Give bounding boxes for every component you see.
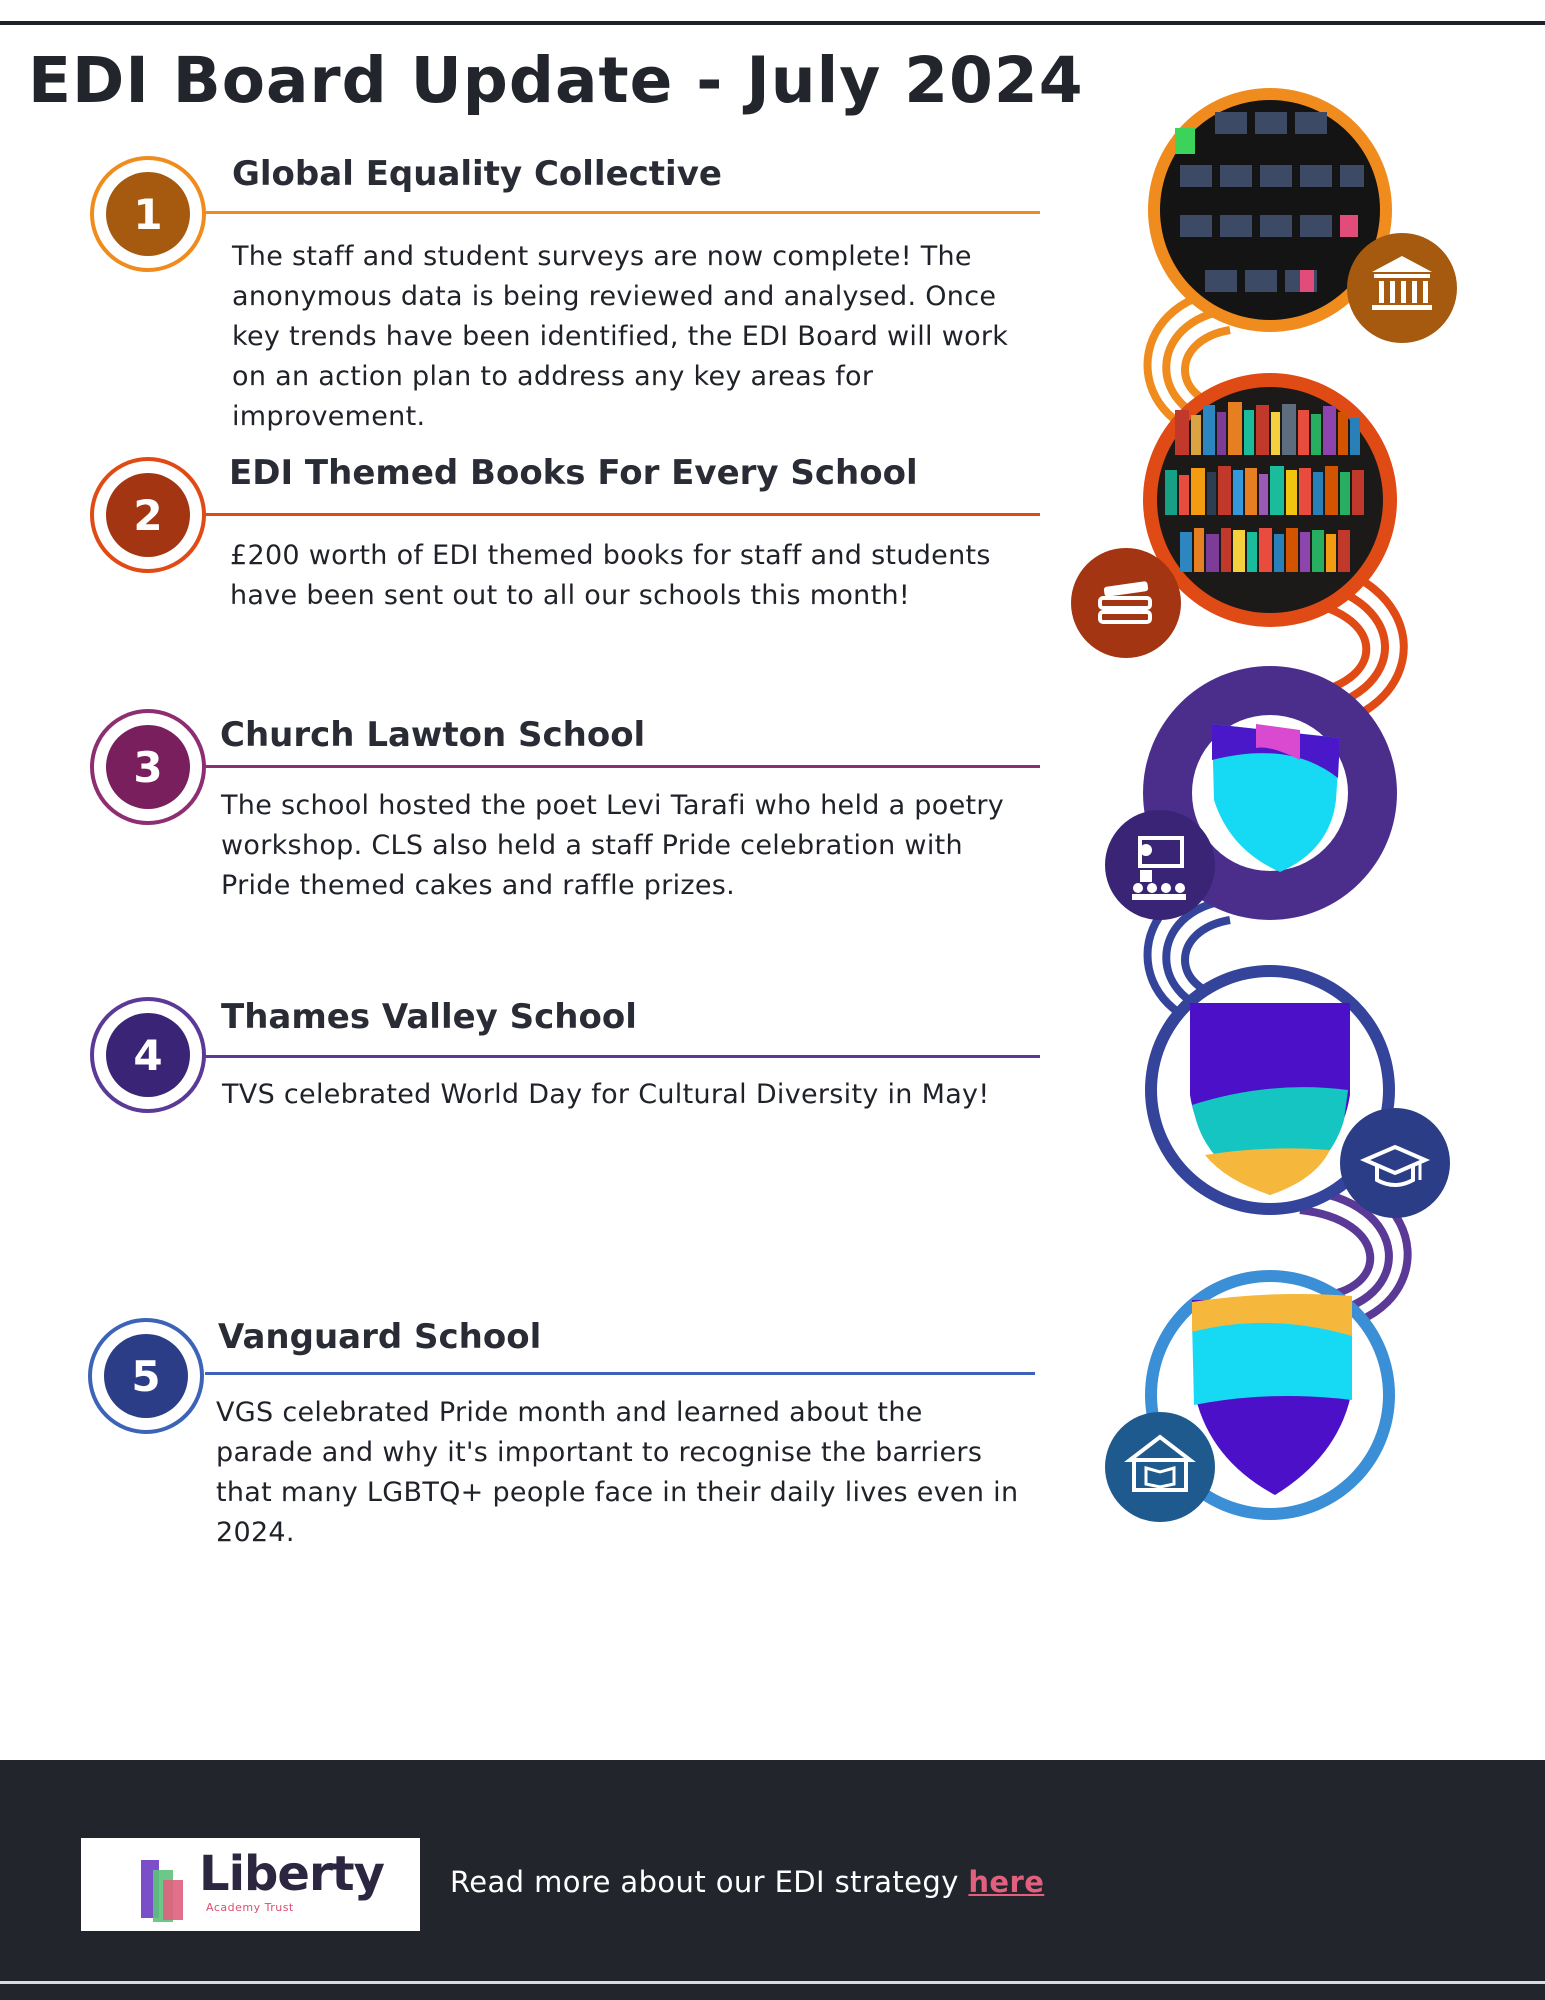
strategy-link[interactable]: here: [968, 1865, 1045, 1899]
logo-mark-icon: [137, 1848, 197, 1928]
section-1-title: Global Equality Collective: [232, 154, 722, 194]
text-line: that many LGBTQ+ people face in their daily lives even in: [216, 1477, 1019, 1508]
text-line: anonymous data is being reviewed and analysed. Once: [232, 281, 997, 312]
books-icon: [1071, 548, 1181, 658]
footer-text: [450, 1865, 1044, 1899]
museum-icon: [1347, 233, 1457, 343]
school-icon: [1105, 1412, 1215, 1522]
circle-2-image: [1143, 373, 1397, 627]
section-4-title: Thames Valley School: [221, 997, 637, 1037]
graduation-cap-icon: [1340, 1108, 1450, 1218]
text-line: improvement.: [232, 401, 426, 432]
text-line: £200 worth of EDI themed books for staff and students: [230, 540, 991, 571]
text-line: The staff and student surveys are now complete! The: [232, 241, 972, 272]
section-2-title: EDI Themed Books For Every School: [229, 453, 918, 493]
liberty-logo[interactable]: [81, 1838, 420, 1931]
text-line: workshop. CLS also held a staff Pride celebration with: [221, 830, 963, 861]
text-line: 2024.: [216, 1517, 295, 1548]
teacher-icon: [1105, 810, 1215, 920]
page-title: EDI Board Update - July 2024: [28, 44, 1084, 117]
logo-sub: Academy Trust: [206, 1901, 294, 1914]
section-3-number: 3: [106, 725, 190, 809]
text-line: key trends have been identified, the EDI Board will work: [232, 321, 1009, 352]
text-line: The school hosted the poet Levi Tarafi who held a poetry: [221, 790, 1005, 821]
footer-text-label: Read more about our EDI strategy: [450, 1865, 969, 1899]
section-4-number: 4: [106, 1013, 190, 1097]
text-line: parade and why it's important to recognise the barriers: [216, 1437, 983, 1468]
text-line: Pride themed cakes and raffle prizes.: [221, 870, 736, 901]
section-5-title: Vanguard School: [218, 1317, 542, 1357]
text-line: have been sent out to all our schools this month!: [230, 580, 910, 611]
section-1-number: 1: [106, 172, 190, 256]
text-line: TVS celebrated World Day for Cultural Diversity in May!: [222, 1079, 990, 1110]
footer-rule: [0, 1981, 1545, 1984]
logo-word: Liberty: [199, 1846, 384, 1902]
section-3-title: Church Lawton School: [220, 715, 646, 755]
section-2-number: 2: [106, 473, 190, 557]
text-line: on an action plan to address any key areas for: [232, 361, 874, 392]
section-5-number: 5: [104, 1334, 188, 1418]
text-line: VGS celebrated Pride month and learned about the: [216, 1397, 923, 1428]
